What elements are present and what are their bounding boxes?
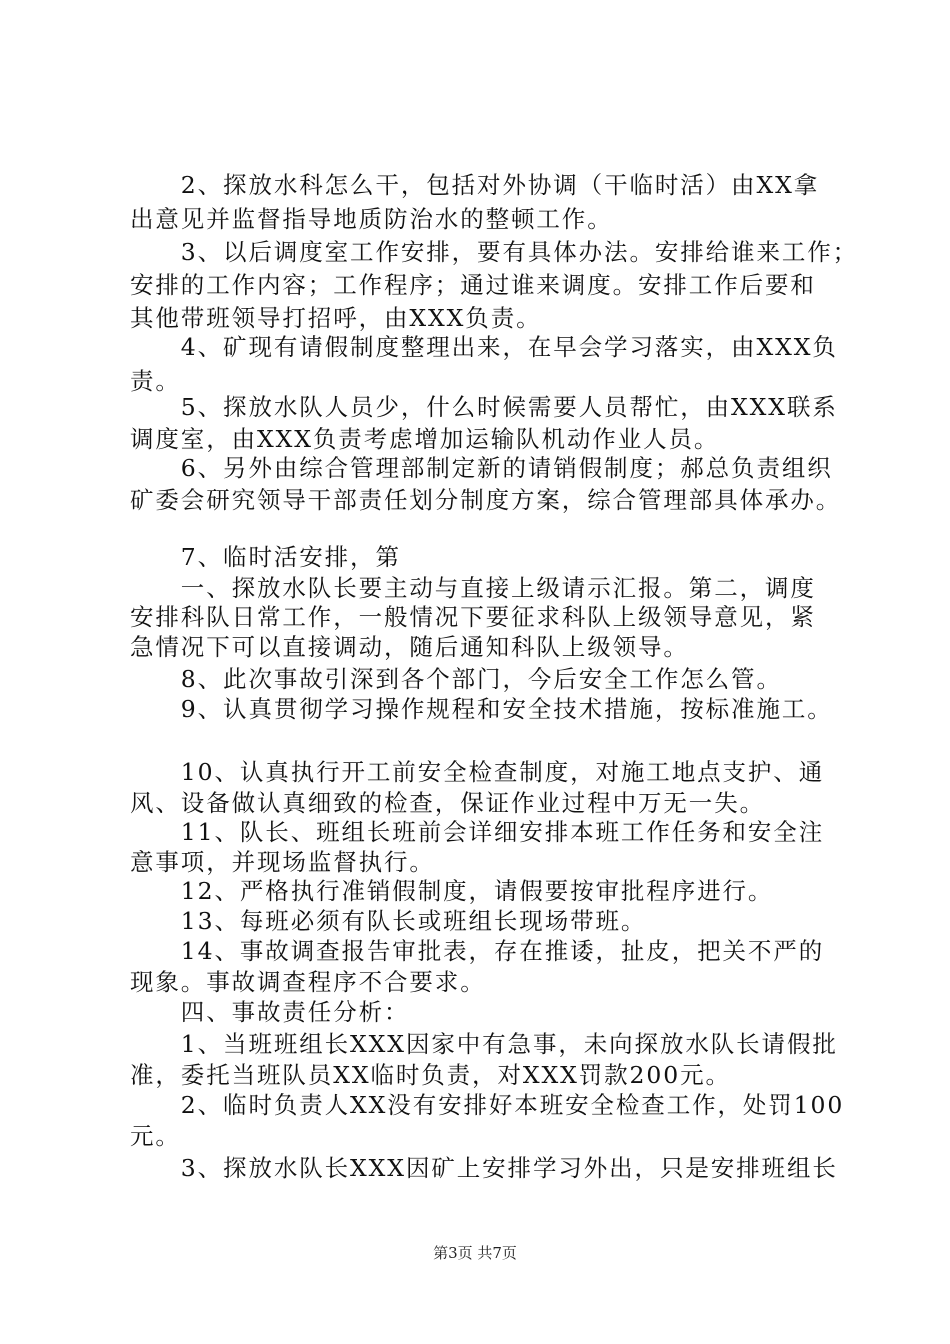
page-number-footer: 第3页 共7页 bbox=[433, 1244, 517, 1262]
text-line: 3、以后调度室工作安排，要有具体办法。安排给谁来工作； bbox=[130, 238, 859, 266]
text-line: 安排科队日常工作，一般情况下要征求科队上级领导意见，紧 bbox=[130, 603, 816, 631]
text-line: 调度室，由XXX负责考虑增加运输队机动作业人员。 bbox=[130, 425, 720, 453]
text-line: 3、探放水队长XXX因矿上安排学习外出，只是安排班组长 bbox=[130, 1154, 838, 1182]
text-line: 其他带班领导打招呼，由XXX负责。 bbox=[130, 304, 542, 332]
text-line: 11、队长、班组长班前会详细安排本班工作任务和安全注 bbox=[130, 818, 825, 846]
text-line: 1、当班班组长XXX因家中有急事，未向探放水队长请假批 bbox=[130, 1030, 838, 1058]
text-line: 安排的工作内容；工作程序；通过谁来调度。安排工作后要和 bbox=[130, 271, 816, 299]
text-line: 急情况下可以直接调动，随后通知科队上级领导。 bbox=[130, 633, 689, 661]
text-line: 8、此次事故引深到各个部门，今后安全工作怎么管。 bbox=[130, 665, 782, 693]
text-line: 10、认真执行开工前安全检查制度，对施工地点支护、通 bbox=[130, 758, 825, 786]
text-line: 14、事故调查报告审批表，存在推诿，扯皮，把关不严的 bbox=[130, 937, 825, 965]
text-line: 现象。事故调查程序不合要求。 bbox=[130, 968, 486, 996]
text-line: 2、探放水科怎么干，包括对外协调（干临时活）由XX拿 bbox=[130, 171, 820, 199]
text-line: 9、认真贯彻学习操作规程和安全技术措施，按标准施工。 bbox=[130, 695, 833, 723]
text-line: 7、临时活安排，第 bbox=[130, 543, 401, 571]
text-line: 12、严格执行准销假制度，请假要按审批程序进行。 bbox=[130, 877, 774, 905]
text-line: 元。 bbox=[130, 1122, 181, 1150]
text-line: 5、探放水队人员少，什么时候需要人员帮忙，由XXX联系 bbox=[130, 393, 838, 421]
text-line: 6、另外由综合管理部制定新的请销假制度；郝总负责组织 bbox=[130, 454, 833, 482]
text-line: 一、探放水队长要主动与直接上级请示汇报。第二，调度 bbox=[130, 574, 816, 602]
text-line: 4、矿现有请假制度整理出来，在早会学习落实，由XXX负 bbox=[130, 333, 838, 361]
text-line: 13、每班必须有队长或班组长现场带班。 bbox=[130, 907, 647, 935]
text-line: 准，委托当班队员XX临时负责，对XXX罚款200元。 bbox=[130, 1061, 731, 1089]
text-line: 2、临时负责人XX没有安排好本班安全检查工作，处罚100 bbox=[130, 1091, 845, 1119]
text-line: 责。 bbox=[130, 367, 181, 395]
text-line: 矿委会研究领导干部责任划分制度方案，综合管理部具体承办。 bbox=[130, 486, 842, 514]
text-line: 风、设备做认真细致的检查，保证作业过程中万无一失。 bbox=[130, 789, 765, 817]
text-line: 出意见并监督指导地质防治水的整顿工作。 bbox=[130, 205, 613, 233]
text-line: 四、事故责任分析： bbox=[130, 998, 410, 1026]
text-line: 意事项，并现场监督执行。 bbox=[130, 848, 435, 876]
